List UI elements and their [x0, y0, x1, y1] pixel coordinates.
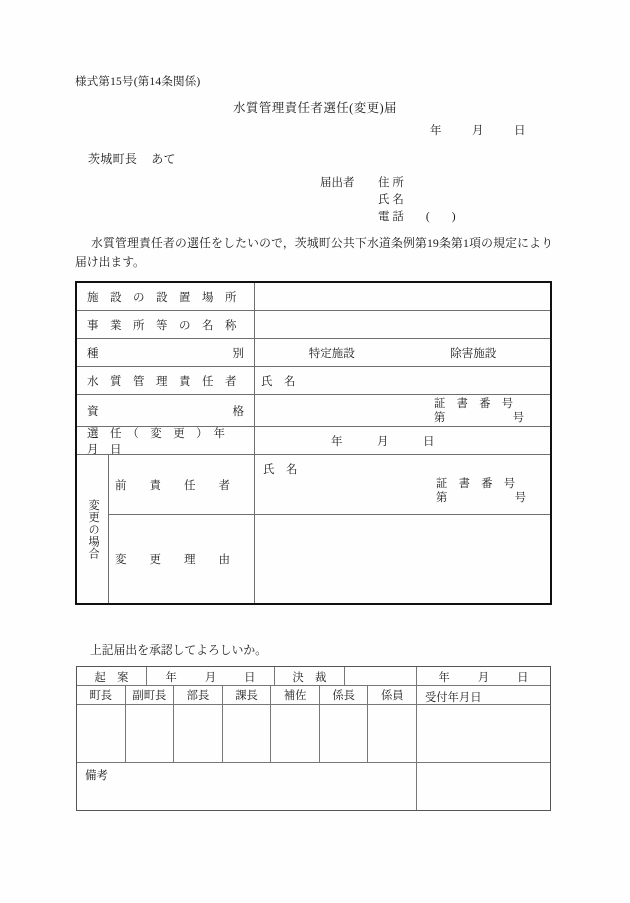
row-appointment-date: [77, 427, 550, 455]
approval-table: [76, 666, 551, 811]
row-qualification: [77, 395, 550, 427]
submitter-name-label: 氏 名: [378, 194, 404, 206]
tel-paren-close: ): [451, 211, 478, 223]
draft-date-line: [147, 669, 274, 685]
stamp-box-mayor[interactable]: [77, 705, 126, 762]
label-kind-right: 別: [232, 347, 244, 360]
label-kind: [77, 339, 255, 366]
received-date-input-lower[interactable]: [416, 763, 550, 810]
previous-certificate-entry[interactable]: [436, 491, 540, 505]
row-facility-location: [77, 283, 550, 311]
certificate-number-entry[interactable]: [434, 411, 538, 425]
previous-certificate-block: [436, 477, 540, 505]
addressee-suffix: あて: [151, 152, 176, 166]
stamp-box-subsection-chief[interactable]: [320, 705, 369, 762]
label-previous-manager-text: 前 責 任 者: [115, 479, 230, 492]
approver-title-subsection-chief: 係長: [320, 686, 369, 704]
label-qualification-spread: [83, 403, 248, 419]
label-decision: 決 裁: [275, 667, 345, 686]
label-qualification-left: 資: [87, 405, 99, 418]
approval-row-titles: [77, 686, 550, 705]
label-change-reason-text: 変 更 理 由: [115, 554, 230, 566]
kind-option-treatment-facility[interactable]: 除害施設: [450, 347, 497, 360]
page-title: 水質管理責任者選任(変更)届: [233, 101, 397, 115]
label-business-name-text: 事 業 所 等 の 名 称: [87, 319, 237, 332]
label-manager-text: 水 質 管 理 責 任 者: [87, 375, 237, 388]
label-business-name: [77, 311, 255, 338]
certificate-number-inner: [434, 397, 538, 425]
decision-day: 日: [517, 671, 529, 684]
submitter-tel-label: 電 話: [378, 211, 404, 223]
draft-day: 日: [244, 671, 256, 684]
previous-certificate-dai: 第: [436, 492, 448, 504]
previous-certificate-gou: 号: [514, 492, 526, 504]
approver-title-staff: 係員: [380, 690, 404, 702]
qualification-field[interactable]: [255, 395, 550, 426]
change-section: [77, 455, 550, 603]
input-business-name[interactable]: [255, 311, 550, 338]
manager-name-field[interactable]: [255, 367, 550, 394]
label-appointment-date: [77, 427, 255, 454]
label-manager-name: 氏 名: [261, 375, 296, 388]
body-paragraph-text: 水質管理責任者の選任をしたいので，茨城町公共下水道条例第19条第1項の規定により届け出ます。: [75, 236, 553, 269]
draft-date-field[interactable]: [147, 667, 275, 686]
decision-year: 年: [438, 671, 450, 684]
received-date-input[interactable]: [416, 705, 550, 762]
draft-year: 年: [165, 671, 177, 684]
received-date-header: [416, 686, 550, 704]
kind-option-group: [261, 345, 544, 361]
stamp-box-deputy-mayor[interactable]: [126, 705, 175, 762]
approver-title-row: [77, 686, 416, 704]
body-paragraph: [75, 234, 553, 272]
input-facility-location[interactable]: [255, 283, 550, 310]
appointment-day: 日: [423, 435, 435, 448]
change-section-side-label-text: 変更の場合: [87, 498, 100, 560]
label-previous-manager: [109, 455, 255, 514]
header-date-line: [430, 122, 526, 138]
decision-month: 月: [477, 671, 490, 684]
approval-row-stamps: [77, 705, 550, 763]
stamp-box-assistant[interactable]: [271, 705, 320, 762]
appointment-month: 月: [377, 435, 389, 448]
certificate-dai: 第: [434, 411, 446, 424]
appointment-year: 年: [331, 435, 343, 448]
certificate-number-block: [261, 397, 544, 425]
label-qualification: [77, 395, 255, 426]
decision-date-line-wrap: [417, 667, 550, 686]
approval-header-left: [77, 667, 416, 686]
row-business-name: [77, 311, 550, 339]
remarks-field[interactable]: [77, 763, 416, 810]
certificate-number-label: 証 書 番 号: [434, 397, 514, 410]
kind-option-specified-facility[interactable]: 特定施設: [308, 347, 355, 360]
label-qualification-right: 格: [232, 405, 244, 418]
approver-title-deputy-mayor: 副町長: [126, 686, 175, 704]
label-facility-location-text: 施 設 の 設 置 場 所: [87, 291, 237, 304]
label-kind-left: 種: [87, 347, 99, 360]
approver-title-mayor: 町長: [77, 686, 126, 704]
addressee-name: 茨城町長: [88, 152, 138, 166]
addressee: [88, 150, 176, 167]
label-manager: [77, 367, 255, 394]
decision-spacer: [345, 667, 416, 686]
submitter-tel-paren: [426, 209, 478, 226]
certificate-gou: 号: [512, 411, 524, 424]
approver-title-section-chief: 課長: [223, 686, 272, 704]
approval-row-header: [77, 667, 550, 686]
row-change-reason: [109, 515, 550, 603]
label-change-reason: [109, 515, 255, 603]
approval-row-remarks: [77, 763, 550, 810]
approval-note: 上記届出を承認してよろしいか。: [90, 643, 267, 657]
submitter-address-label: 住 所: [378, 177, 404, 189]
submitter-block: [320, 175, 478, 226]
main-form-table: [75, 281, 552, 605]
change-section-side-label: [77, 455, 109, 603]
label-appointment-date-text: 選 任 （ 変 更 ） 年 月 日: [87, 427, 237, 456]
approver-title-director: 部長: [174, 686, 223, 704]
row-manager: [77, 367, 550, 395]
stamp-box-section-chief[interactable]: [223, 705, 272, 762]
label-previous-name: 氏 名: [263, 464, 298, 476]
header-date-month: 月: [472, 125, 484, 137]
submitter-tel-row: [378, 209, 478, 226]
stamp-box-director[interactable]: [174, 705, 223, 762]
appointment-date-line: [261, 433, 544, 449]
remarks-label: 備考: [85, 770, 108, 782]
decision-date-field[interactable]: [416, 667, 550, 686]
decision-date-line: [417, 669, 550, 685]
submitter-label: 届出者: [320, 177, 355, 189]
draft-month: 月: [204, 671, 217, 684]
row-kind: [77, 339, 550, 367]
label-facility-location: [77, 283, 255, 310]
header-date-year: 年: [430, 125, 442, 137]
approver-title-assistant: 補佐: [271, 686, 320, 704]
row-change-section: [77, 455, 550, 603]
approver-stamp-row: [77, 705, 416, 762]
label-kind-spread: [83, 345, 248, 361]
form-number: 様式第15号(第14条関係): [75, 76, 201, 88]
previous-certificate-number-label: 証 書 番 号: [436, 478, 516, 490]
label-draft: 起 案: [77, 667, 147, 686]
stamp-box-staff[interactable]: [368, 705, 416, 762]
received-date-label: 受付年月日: [425, 692, 482, 704]
previous-manager-field[interactable]: [255, 455, 550, 514]
tel-paren-open: (: [425, 211, 452, 223]
input-change-reason[interactable]: [255, 515, 550, 603]
row-previous-manager: [109, 455, 550, 515]
appointment-date-field[interactable]: [255, 427, 550, 454]
kind-options: [255, 339, 550, 366]
header-date-day: 日: [514, 125, 526, 137]
change-section-body: [109, 455, 550, 603]
